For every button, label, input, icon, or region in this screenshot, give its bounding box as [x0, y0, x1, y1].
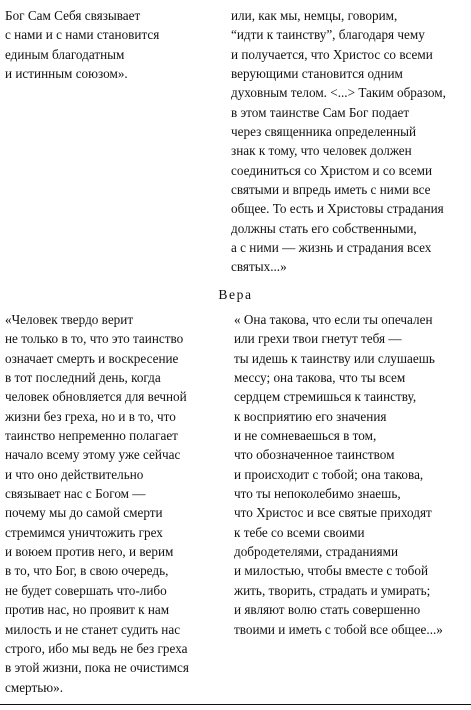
text-line: что обозначенное таинством: [234, 447, 395, 463]
text-line: строго, ибо мы ведь не без греха: [5, 640, 188, 656]
text-line: не только в то, что это таинство: [5, 331, 184, 347]
text-line: и получается, что Христос со всеми: [231, 46, 433, 62]
text-line: святыми и впредь иметь с ними все: [231, 182, 431, 198]
text-line: твоими и иметь с тобой все общее...»: [234, 621, 443, 637]
text-line: и происходит с тобой; она такова,: [234, 466, 424, 482]
text-column-bottom-left: [5, 310, 189, 697]
text-line: общее. То есть и Христовы страдания: [231, 201, 444, 217]
text-line: верующими становится одним: [231, 66, 403, 82]
text-line: святых...»: [231, 259, 287, 275]
text-line: или, как мы, немцы, говорим,: [231, 8, 398, 23]
text-line: таинство непременно полагает: [5, 428, 178, 444]
text-line: что Христос и все святые приходят: [234, 505, 432, 521]
text-line: и что оно действительно: [5, 466, 144, 482]
text-line: “идти к таинству”, благодаря чему: [231, 27, 425, 43]
text-line: жить, творить, страдать и умирать;: [234, 582, 431, 598]
text-line: не будет совершать что-либо: [5, 582, 167, 598]
text-line: к восприятию его значения: [234, 408, 387, 424]
text-line: в то, что Бог, в свою очередь,: [5, 563, 169, 579]
text-line: духовным телом. <...> Таким образом,: [231, 85, 446, 101]
text-line: должны стать его собственными,: [231, 220, 417, 236]
text-line: соединиться со Христом и со всеми: [231, 162, 433, 178]
text-line: в этом таинстве Сам Бог подает: [231, 104, 410, 120]
text-line: и истинным союзом».: [5, 66, 128, 82]
text-line: ты идешь к таинству или слушаешь: [234, 350, 435, 366]
text-line: почему мы до самой смерти: [5, 505, 163, 521]
text-line: мессу; она такова, что ты всем: [234, 370, 406, 386]
text-line: сердцем стремишься к таинству,: [234, 389, 417, 405]
text-line: против нас, но проявит к нам: [5, 602, 170, 618]
text-line: через священника определенный: [231, 124, 417, 140]
text-line: жизни без греха, но и в то, что: [5, 408, 176, 424]
text-line: « Она такова, что если ты опечален: [234, 312, 433, 327]
text-column-bottom-right: [234, 310, 443, 639]
text-line: означает смерть и воскресение: [5, 350, 179, 366]
text-line: и являют волю стать совершенно: [234, 602, 421, 618]
text-line: и воюем против него, и верим: [5, 544, 174, 560]
bottom-rule: [0, 704, 471, 705]
text-line: или грехи твои гнетут тебя —: [234, 331, 402, 347]
section-heading: Вера: [218, 287, 253, 302]
text-line: с нами и с нами становится: [5, 27, 160, 43]
text-line: человек обновляется для вечной: [5, 389, 187, 405]
text-line: милость и не станет судить нас: [5, 621, 181, 637]
text-line: к тебе со всеми своими: [234, 524, 365, 540]
text-line: добродетелями, страданиями: [234, 544, 399, 560]
text-line: связывает нас с Богом —: [5, 486, 146, 502]
text-line: Бог Сам Себя связывает: [5, 8, 141, 23]
text-line: и не сомневаешься в том,: [234, 428, 377, 444]
text-line: единым благодатным: [5, 46, 125, 62]
text-line: что ты непоколебимо знаешь,: [234, 486, 401, 502]
text-line: смертью».: [5, 679, 63, 695]
text-line: стремимся уничтожить грех: [5, 524, 163, 540]
text-column-top-right: [231, 6, 446, 277]
text-line: а с ними — жизнь и страдания всех: [231, 240, 432, 256]
text-line: «Человек твердо верит: [5, 312, 134, 327]
text-line: в тот последний день, когда: [5, 370, 161, 386]
text-line: в этой жизни, пока не очистимся: [5, 660, 189, 676]
text-line: знак к тому, что человек должен: [231, 143, 412, 159]
text-line: и милостью, чтобы вместе с тобой: [234, 563, 429, 579]
text-column-top-left: [5, 6, 159, 83]
text-line: начало всему этому уже сейчас: [5, 447, 181, 463]
